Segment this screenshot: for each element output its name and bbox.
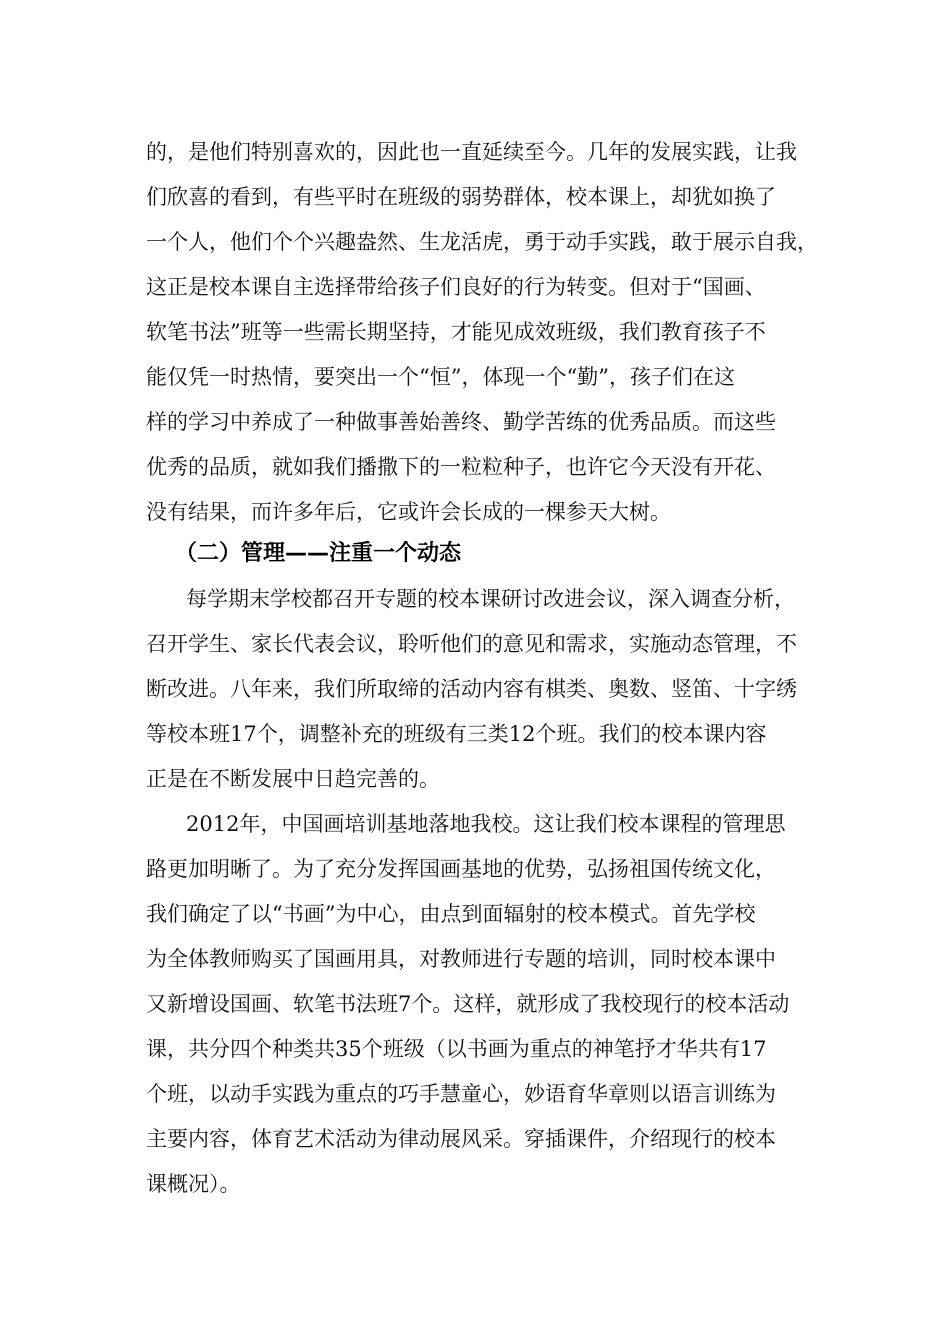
paragraph-3-line: 2012年，中国画培训基地落地我校。这让我们校本课程的管理思 [186,812,786,836]
paragraph-2-line: 正是在不断发展中日趋完善的。 [146,767,440,791]
paragraph-3-line: 课，共分四个种类共35个班级（以书画为重点的神笔抒才华共有17 [146,1037,767,1061]
paragraph-1-line: 们欣喜的看到，有些平时在班级的弱势群体，校本课上，却犹如换了 [146,185,776,209]
paragraph-1-line: 的，是他们特别喜欢的，因此也一直延续至今。几年的发展实践，让我 [146,140,797,164]
paragraph-3-line: 我们确定了以“书画”为中心，由点到面辐射的校本模式。首先学校 [146,902,756,926]
paragraph-1-line: 软笔书法”班等一些需长期坚持，才能见成效班级，我们教育孩子不 [146,320,766,344]
paragraph-1-line: 一个人，他们个个兴趣盎然、生龙活虎，勇于动手实践，敢于展示自我， [146,230,818,254]
paragraph-3-line: 又新增设国画、软笔书法班7个。这样，就形成了我校现行的校本活动 [146,992,790,1016]
paragraph-1-line: 没有结果，而许多年后，它或许会长成的一棵参天大树。 [146,500,671,524]
paragraph-2-line: 每学期末学校都召开专题的校本课研讨改进会议，深入调查分析， [186,587,795,611]
paragraph-3-line: 课概况）。 [146,1172,241,1196]
paragraph-1-line: 优秀的品质，就如我们播撒下的一粒粒种子，也许它今天没有开花、 [146,455,776,479]
paragraph-3-line: 主要内容，体育艺术活动为律动展风采。穿插课件，介绍现行的校本 [146,1127,776,1151]
paragraph-1-line: 样的学习中养成了一种做事善始善终、勤学苦练的优秀品质。而这些 [146,410,776,434]
paragraph-2-line: 召开学生、家长代表会议，聆听他们的意见和需求，实施动态管理，不 [146,632,797,656]
paragraph-2-line: 等校本班17个，调整补充的班级有三类12个班。我们的校本课内容 [146,722,767,746]
paragraph-3-line: 为全体教师购买了国画用具，对教师进行专题的培训，同时校本课中 [146,947,776,971]
paragraph-3-line: 路更加明晰了。为了充分发挥国画基地的优势，弘扬祖国传统文化， [146,857,776,881]
section-heading: （二）管理——注重一个动态 [175,541,462,566]
paragraph-1-line: 能仅凭一时热情，要突出一个“恒”，体现一个“勤”，孩子们在这 [146,365,735,389]
paragraph-3-line: 个班，以动手实践为重点的巧手慧童心，妙语育华章则以语言训练为 [146,1082,776,1106]
paragraph-2-line: 断改进。八年来，我们所取缔的活动内容有棋类、奥数、竖笛、十字绣 [146,677,797,701]
paragraph-1-line: 这正是校本课自主选择带给孩子们良好的行为转变。但对于“国画、 [146,275,766,299]
